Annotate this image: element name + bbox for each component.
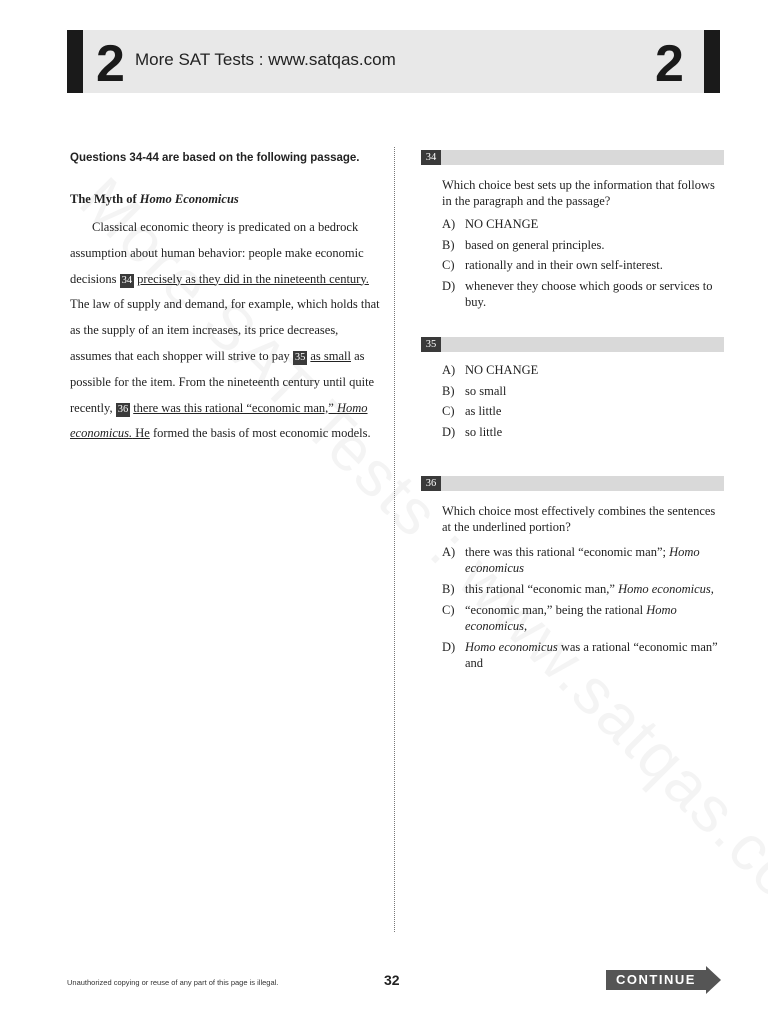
answer-option[interactable]: [442, 257, 724, 273]
passage-title-plain: The Myth of: [70, 192, 140, 206]
answer-option[interactable]: [442, 216, 724, 232]
question-35: [421, 337, 724, 444]
passage-title-italic: Homo Economicus: [139, 192, 239, 206]
option-text-italic: Homo economicus,: [465, 603, 677, 633]
underlined-36-text-c: He: [132, 426, 150, 441]
answer-option[interactable]: [442, 362, 724, 378]
page-number: 32: [384, 972, 400, 988]
answer-option[interactable]: [442, 639, 724, 671]
question-bar-36: [421, 476, 724, 491]
underlined-portion-35: as small: [310, 348, 351, 363]
option-letter: D): [442, 424, 456, 439]
passage-intro: Questions 34-44 are based on the following passage.: [70, 152, 360, 164]
passage-column: [70, 148, 380, 447]
header-bar-left: [67, 30, 83, 93]
answer-options-34: [442, 216, 724, 310]
option-text: NO CHANGE: [465, 363, 539, 377]
answer-option[interactable]: [442, 237, 724, 253]
underlined-36-text-a: there was this rational “economic man,”: [133, 400, 337, 415]
option-text: NO CHANGE: [465, 217, 539, 231]
option-text: as little: [465, 404, 502, 418]
option-letter: C): [442, 258, 455, 272]
copyright-notice: Unauthorized copying or reuse of any part of this page is illegal.: [67, 978, 279, 987]
passage-text-c: as possible for the item. From the nineteenth century until quite recently,: [70, 348, 375, 415]
option-letter: B): [442, 383, 455, 398]
option-text: whenever they choose which goods or services to buy.: [465, 278, 713, 309]
option-text: so small: [465, 383, 507, 398]
option-letter: A): [442, 217, 456, 231]
passage-title: [70, 192, 380, 207]
question-36: [421, 476, 724, 676]
option-text-italic: Homo economicus,: [618, 582, 714, 596]
question-number-34: 34: [421, 150, 441, 165]
option-letter: D): [442, 278, 456, 293]
header-bar-right: [704, 30, 720, 93]
column-divider: [394, 147, 395, 932]
question-number-36: 36: [421, 476, 441, 491]
continue-button[interactable]: [606, 966, 721, 994]
option-text: so little: [465, 424, 503, 439]
underlined-portion-34: precisely as they did in the nineteenth century.: [137, 271, 369, 286]
question-stem-34: Which choice best sets up the information that follows in the paragraph and the passage?: [442, 178, 715, 208]
question-marker-35[interactable]: 35: [294, 351, 306, 363]
option-letter: B): [442, 582, 455, 596]
question-bar-34: [421, 150, 724, 165]
option-text-pre: this rational “economic man,”: [465, 582, 619, 596]
arrow-right-icon: [706, 966, 721, 994]
answer-option[interactable]: [442, 278, 724, 310]
answer-options-36: [442, 544, 724, 671]
option-text-pre: there was this rational “economic man”;: [465, 545, 670, 559]
option-letter: D): [442, 640, 456, 654]
answer-option[interactable]: [442, 581, 724, 597]
option-letter: C): [442, 603, 455, 617]
option-text-italic: Homo economicus: [465, 640, 558, 654]
option-text: [465, 545, 700, 575]
option-text: [465, 640, 718, 670]
answer-option[interactable]: [442, 403, 724, 419]
passage-text-d: formed the basis of most economic models.: [149, 426, 371, 441]
option-text: rationally and in their own self-interest.: [465, 258, 663, 272]
option-letter: A): [442, 363, 456, 377]
question-marker-34[interactable]: 34: [121, 274, 133, 286]
answer-option[interactable]: [442, 383, 724, 399]
option-text: based on general principles.: [465, 237, 605, 252]
question-34: [421, 150, 724, 314]
underlined-36-italic: Homo economicus.: [70, 400, 368, 441]
question-bar-35: [421, 337, 724, 352]
option-text: [465, 582, 714, 596]
question-stem-36: Which choice most effectively combines the sentences at the underlined portion?: [442, 504, 716, 534]
section-number-left: 2: [96, 35, 125, 93]
answer-option[interactable]: [442, 424, 724, 440]
passage-paragraph: [70, 215, 380, 447]
option-letter: B): [442, 237, 455, 252]
continue-label: CONTINUE: [606, 970, 706, 990]
passage-text-b: The law of supply and demand, for example, which holds that as the supply of an item increases, its price decreases, assumes that each shopper will strive to pay: [70, 297, 380, 363]
question-number-35: 35: [421, 337, 441, 352]
header-title: More SAT Tests : www.satqas.com: [135, 50, 396, 69]
passage-text-a: Classical economic theory is predicated on a bedrock assumption about human behavior: people make economic decisions: [70, 220, 364, 286]
section-number-right: 2: [655, 35, 684, 93]
answer-option[interactable]: [442, 602, 724, 634]
option-letter: C): [442, 404, 455, 418]
question-marker-36[interactable]: 36: [117, 403, 129, 415]
option-text-italic: Homo economicus: [465, 545, 700, 575]
option-text-pre: “economic man,” being the rational: [465, 603, 647, 617]
answer-options-35: [442, 362, 724, 440]
option-letter: A): [442, 545, 456, 559]
option-text: [465, 603, 677, 633]
option-text-post: was a rational “economic man” and: [465, 640, 718, 670]
answer-option[interactable]: [442, 544, 724, 576]
